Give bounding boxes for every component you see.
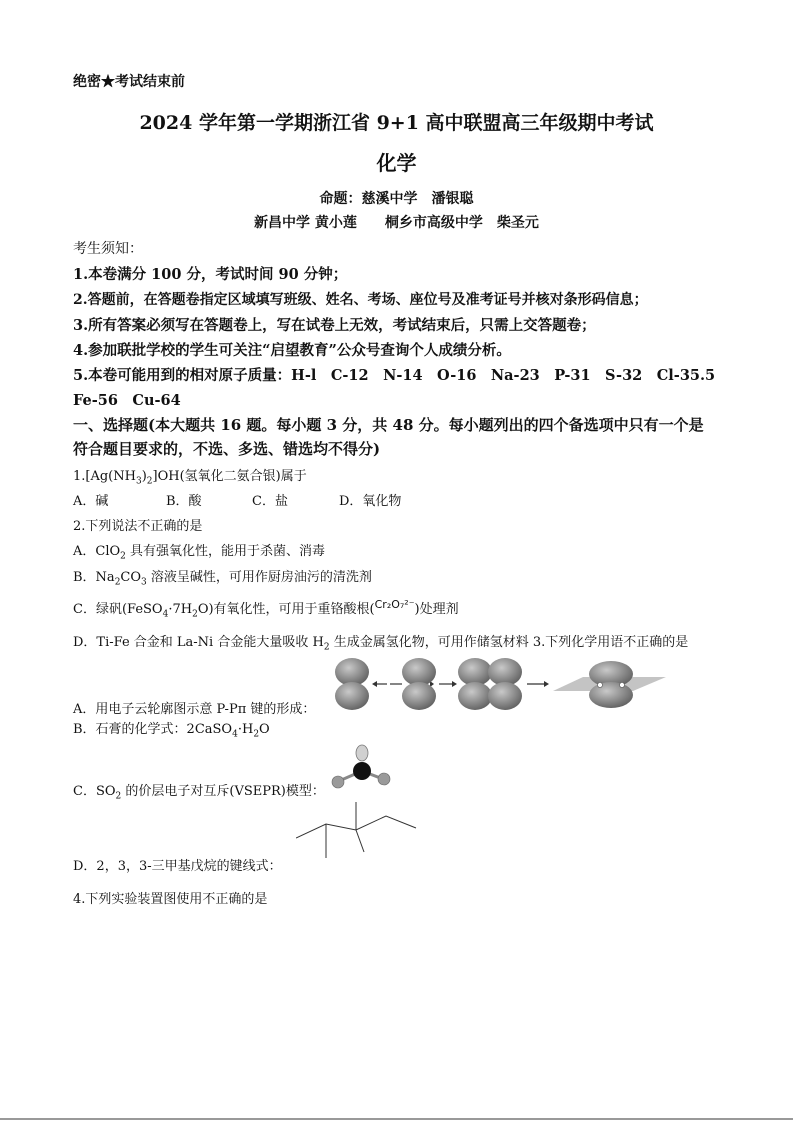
q3c-text-a: C．SO xyxy=(73,784,116,799)
q2c-text-b: ·7H xyxy=(168,602,193,617)
q3b-text-c: O xyxy=(259,722,270,737)
notice-item-1: 1.本卷满分 100 分，考试时间 90 分钟； xyxy=(73,266,348,283)
arrow-icon xyxy=(527,681,549,687)
q3-option-d: D．2，3，3-三甲基戊烷的键线式： xyxy=(73,859,282,874)
overlapping-orbitals xyxy=(458,658,522,710)
q2c-text-a: C．绿矾(FeSO xyxy=(73,602,163,617)
q2-option-d xyxy=(73,631,688,653)
q3c-sub: 2 xyxy=(115,791,122,802)
q2c-sub-2: 2 xyxy=(192,609,198,620)
q2c-sub-1: 4 xyxy=(162,609,169,620)
q2-option-b xyxy=(73,566,372,588)
notice-item-2: 2.答题前，在答题卷指定区域填写班级、姓名、考场、座位号及准考证号并核对条形码信息； xyxy=(73,292,648,308)
notice-item-5: 5.本卷可能用到的相对原子质量：H-l C-12 N-14 O-16 Na-23 P-31 S-32 Cl-35.5 xyxy=(73,367,716,384)
notice-item-4: 4.参加联批学校的学生可关注“启望教育”公众号查询个人成绩分析。 xyxy=(73,342,511,359)
arrow-icon xyxy=(439,681,457,687)
oxygen-atom xyxy=(332,776,344,788)
q1-option-c: C．盐 xyxy=(252,494,288,509)
p-p-pi-bond-figure xyxy=(327,655,672,713)
p-orbital-1 xyxy=(335,658,369,710)
pi-bond-orbital xyxy=(553,661,666,708)
q2a-text-a: A．ClO xyxy=(73,544,121,559)
q3c-text-b: 的价层电子对互斥(VSEPR)模型： xyxy=(121,784,325,799)
notice-item-5-cont: Fe-56 Cu-64 xyxy=(73,392,181,409)
q3-option-a: A．用电子云轮廓图示意 P-Pπ 键的形成： xyxy=(73,702,316,717)
q1-text-c: ]OH(氢氧化二氨合银)属于 xyxy=(152,469,307,484)
q3b-text-b: ·H xyxy=(237,722,254,737)
oxygen-atom xyxy=(378,773,390,785)
question-2-stem: 2.下列说法不正确的是 xyxy=(73,519,203,534)
section1-line-1: 一、选择题(本大题共 16 题。每小题 3 分，共 48 分。每小题列出的四个备选项中只有一个是 xyxy=(73,416,704,434)
q2d-text-a: D．Ti-Fe 合金和 La-Ni 合金能大量吸收 H xyxy=(73,635,324,650)
q2-option-a xyxy=(73,540,325,562)
arrow-icon xyxy=(372,681,387,687)
q1-option-b: B．酸 xyxy=(166,494,202,509)
dichromate-ion-formula: Cr₂O₇²⁻ xyxy=(374,598,415,611)
exam-title: 2024 学年第一学期浙江省 9+1 高中联盟高三年级期中考试 xyxy=(139,112,654,134)
q2d-sub: 2 xyxy=(323,642,330,653)
q1-text-b: ) xyxy=(141,469,147,484)
subject-title: 化学 xyxy=(376,151,417,175)
q3-option-b xyxy=(73,718,270,740)
q2c-text-d: )处理剂 xyxy=(414,602,459,617)
skeletal-formula-figure xyxy=(296,802,421,862)
so2-vsepr-model xyxy=(325,744,395,794)
q3b-sub-1: 4 xyxy=(232,729,238,740)
q3b-text-a: B．石膏的化学式：2CaSO xyxy=(73,722,233,737)
authors-line-1: 命题：慈溪中学 潘银聪 xyxy=(319,191,474,207)
page-bottom-rule xyxy=(0,1118,793,1120)
q1-sub-2: 2 xyxy=(146,476,153,487)
q2a-text-b: 具有强氧化性，能用于杀菌、消毒 xyxy=(125,544,326,559)
q1-option-a: A．碱 xyxy=(73,494,109,509)
authors-line-2: 新昌中学 黄小莲 桐乡市高级中学 柴圣元 xyxy=(254,215,539,231)
q2b-sub-2: 3 xyxy=(141,577,147,588)
q2b-text-b: CO xyxy=(120,570,142,585)
q1-sub-1: 3 xyxy=(135,476,142,487)
q2d-text-b: 生成金属氢化物，可用作储氢材料 3.下列化学用语不正确的是 xyxy=(329,635,689,650)
notice-heading: 考生须知： xyxy=(73,241,143,257)
notice-item-3: 3.所有答案必须写在答题卷上，写在试卷上无效，考试结束后，只需上交答题卷； xyxy=(73,317,596,334)
q1-text-a: 1.[Ag(NH xyxy=(73,469,136,484)
section1-line-2: 符合题目要求的，不选、多选、错选均不得分) xyxy=(73,440,381,458)
q3-option-c xyxy=(73,780,325,802)
question-1-stem xyxy=(73,465,307,487)
sulfur-atom xyxy=(353,762,371,780)
q2a-sub: 2 xyxy=(120,551,126,562)
q2c-text-c: O)有氧化性，可用于重铬酸根( xyxy=(197,602,375,617)
lone-pair-lobe xyxy=(356,745,368,761)
question-4-stem: 4.下列实验装置图使用不正确的是 xyxy=(73,892,268,907)
q2b-sub-1: 2 xyxy=(114,577,121,588)
q1-option-d: D．氧化物 xyxy=(339,494,402,509)
q2b-text-a: B．Na xyxy=(73,570,115,585)
q2-option-c xyxy=(73,598,459,620)
confidential-label: 绝密★考试结束前 xyxy=(73,74,185,90)
q3b-sub-2: 2 xyxy=(253,729,260,740)
q2b-text-c: 溶液呈碱性，可用作厨房油污的清洗剂 xyxy=(146,570,372,585)
